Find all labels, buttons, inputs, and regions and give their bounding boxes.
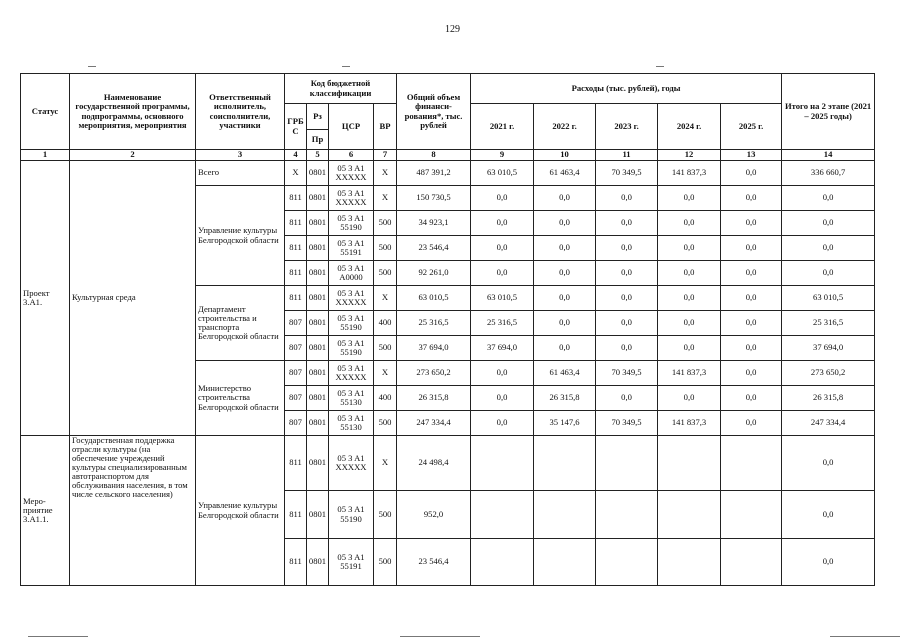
value-cell: 807 — [285, 411, 307, 436]
value-cell: 05 3 A1 55190 — [329, 336, 374, 361]
value-cell: 811 — [285, 186, 307, 211]
value-cell: 0,0 — [596, 211, 658, 236]
value-cell: 0,0 — [721, 286, 782, 311]
value-cell: 500 — [374, 411, 397, 436]
value-cell: 247 334,4 — [782, 411, 875, 436]
value-cell: 500 — [374, 211, 397, 236]
value-cell: 35 147,6 — [534, 411, 596, 436]
value-cell: 0,0 — [782, 236, 875, 261]
value-cell: 0,0 — [721, 236, 782, 261]
value-cell: 0,0 — [721, 186, 782, 211]
value-cell: 0,0 — [596, 261, 658, 286]
value-cell: 63 010,5 — [471, 286, 534, 311]
value-cell: 0801 — [307, 161, 329, 186]
value-cell — [534, 436, 596, 491]
scan-artifact — [342, 66, 350, 67]
value-cell: 811 — [285, 211, 307, 236]
value-cell: Х — [374, 286, 397, 311]
value-cell: 0801 — [307, 286, 329, 311]
value-cell: 0,0 — [596, 336, 658, 361]
value-cell: 0,0 — [596, 311, 658, 336]
value-cell: 0801 — [307, 336, 329, 361]
column-number: 1 — [21, 150, 70, 161]
value-cell: 25 316,5 — [471, 311, 534, 336]
value-cell: 0801 — [307, 491, 329, 539]
value-cell: 0801 — [307, 386, 329, 411]
budget-table — [20, 73, 875, 586]
value-cell: 23 546,4 — [397, 539, 471, 586]
scan-artifact — [88, 66, 96, 67]
value-cell: 0,0 — [534, 286, 596, 311]
header-year: 2025 г. — [721, 104, 782, 150]
value-cell: 0,0 — [534, 336, 596, 361]
header-budget-code: Код бюджетной классификации — [285, 74, 397, 104]
column-number: 10 — [534, 150, 596, 161]
responsible-cell: Всего — [196, 161, 285, 186]
value-cell: 05 3 A1 55190 — [329, 311, 374, 336]
value-cell: Х — [374, 361, 397, 386]
value-cell: 70 349,5 — [596, 361, 658, 386]
value-cell — [658, 491, 721, 539]
value-cell: 26 315,8 — [397, 386, 471, 411]
value-cell — [658, 436, 721, 491]
value-cell: 05 3 A1 55190 — [329, 491, 374, 539]
value-cell: 25 316,5 — [397, 311, 471, 336]
value-cell — [596, 436, 658, 491]
value-cell: 0801 — [307, 261, 329, 286]
value-cell: 0,0 — [782, 211, 875, 236]
value-cell: 0,0 — [471, 386, 534, 411]
header-year: 2024 г. — [658, 104, 721, 150]
value-cell: 811 — [285, 491, 307, 539]
value-cell: 500 — [374, 336, 397, 361]
column-number: 4 — [285, 150, 307, 161]
value-cell: 807 — [285, 361, 307, 386]
name-cell: Государственная поддержка отрасли культуры (на обеспечение учреждений культуры специализированным автотранспортом для обслуживания населения, в том числе сельского населения) — [70, 436, 196, 586]
value-cell — [721, 539, 782, 586]
column-number: 5 — [307, 150, 329, 161]
column-number: 3 — [196, 150, 285, 161]
header-year: 2022 г. — [534, 104, 596, 150]
value-cell — [721, 491, 782, 539]
value-cell: 37 694,0 — [782, 336, 875, 361]
value-cell: 0801 — [307, 436, 329, 491]
value-cell: 63 010,5 — [397, 286, 471, 311]
value-cell: 0,0 — [721, 161, 782, 186]
name-cell: Культурная среда — [70, 161, 196, 436]
value-cell: 05 3 A1 55191 — [329, 539, 374, 586]
table-row — [21, 161, 875, 186]
value-cell — [721, 436, 782, 491]
value-cell: 0,0 — [596, 236, 658, 261]
value-cell: 0,0 — [471, 361, 534, 386]
value-cell: 807 — [285, 311, 307, 336]
value-cell — [534, 539, 596, 586]
value-cell: 0801 — [307, 236, 329, 261]
value-cell: 500 — [374, 261, 397, 286]
table-header — [21, 74, 875, 161]
value-cell: 0,0 — [534, 236, 596, 261]
value-cell: 0,0 — [721, 261, 782, 286]
column-number-row — [21, 150, 875, 161]
value-cell: 0,0 — [471, 261, 534, 286]
scan-artifact — [28, 636, 88, 637]
value-cell: 150 730,5 — [397, 186, 471, 211]
value-cell: 0,0 — [658, 186, 721, 211]
table-body — [21, 161, 875, 586]
header-year: 2023 г. — [596, 104, 658, 150]
header-vr: ВР — [374, 104, 397, 150]
value-cell: 63 010,5 — [471, 161, 534, 186]
value-cell: 0,0 — [721, 311, 782, 336]
value-cell: 0,0 — [658, 311, 721, 336]
value-cell: Х — [374, 436, 397, 491]
value-cell: 400 — [374, 311, 397, 336]
value-cell: 0,0 — [534, 186, 596, 211]
value-cell: 0,0 — [658, 261, 721, 286]
value-cell: 0,0 — [782, 539, 875, 586]
header-name: Наименование государственной программы, подпрограммы, основного мероприятия, мероприятия — [70, 74, 196, 150]
value-cell: 500 — [374, 539, 397, 586]
header-csr: ЦСР — [329, 104, 374, 150]
value-cell: 0,0 — [471, 186, 534, 211]
value-cell — [658, 539, 721, 586]
value-cell: 0,0 — [596, 186, 658, 211]
header-rz: Рз — [307, 104, 329, 130]
header-total-volume: Общий объем финанси-рования*, тыс. рублей — [397, 74, 471, 150]
status-cell: Проект 3.А1. — [21, 161, 70, 436]
value-cell: 0,0 — [658, 211, 721, 236]
header-responsible: Ответственный исполнитель, соисполнители, участники — [196, 74, 285, 150]
value-cell: 05 3 A1 XXXXX — [329, 186, 374, 211]
responsible-cell: Управление культуры Белгородской области — [196, 186, 285, 286]
value-cell: 0801 — [307, 311, 329, 336]
value-cell: 05 3 A1 XXXXX — [329, 161, 374, 186]
value-cell: 811 — [285, 236, 307, 261]
value-cell: 0801 — [307, 211, 329, 236]
value-cell — [471, 436, 534, 491]
scan-artifact — [400, 636, 480, 637]
value-cell: 0,0 — [782, 436, 875, 491]
value-cell: 0,0 — [782, 491, 875, 539]
value-cell — [534, 491, 596, 539]
value-cell: 0,0 — [534, 211, 596, 236]
value-cell: 61 463,4 — [534, 361, 596, 386]
column-number: 13 — [721, 150, 782, 161]
value-cell: 0801 — [307, 411, 329, 436]
scan-artifact — [830, 636, 900, 637]
value-cell: 25 316,5 — [782, 311, 875, 336]
value-cell: 0,0 — [721, 211, 782, 236]
column-number: 6 — [329, 150, 374, 161]
value-cell: 05 3 A1 55130 — [329, 411, 374, 436]
value-cell: 811 — [285, 539, 307, 586]
value-cell: 811 — [285, 261, 307, 286]
value-cell: 0,0 — [658, 286, 721, 311]
value-cell: 0801 — [307, 361, 329, 386]
value-cell: 05 3 A1 55190 — [329, 211, 374, 236]
value-cell: 0,0 — [658, 236, 721, 261]
status-cell: Меро-приятие 3.А1.1. — [21, 436, 70, 586]
value-cell: 0,0 — [471, 411, 534, 436]
value-cell: 0,0 — [534, 311, 596, 336]
value-cell: 0,0 — [596, 386, 658, 411]
value-cell: 0801 — [307, 186, 329, 211]
value-cell: 336 660,7 — [782, 161, 875, 186]
value-cell: 0,0 — [596, 286, 658, 311]
value-cell: 807 — [285, 386, 307, 411]
value-cell: Х — [374, 186, 397, 211]
value-cell: 26 315,8 — [782, 386, 875, 411]
value-cell: 0,0 — [721, 386, 782, 411]
value-cell: 34 923,1 — [397, 211, 471, 236]
header-grbs: ГРБ С — [285, 104, 307, 150]
value-cell: 807 — [285, 336, 307, 361]
value-cell: 61 463,4 — [534, 161, 596, 186]
column-number: 7 — [374, 150, 397, 161]
value-cell: 0,0 — [782, 186, 875, 211]
value-cell: 05 3 A1 XXXXX — [329, 361, 374, 386]
value-cell: 63 010,5 — [782, 286, 875, 311]
value-cell: 141 837,3 — [658, 361, 721, 386]
value-cell — [596, 539, 658, 586]
value-cell: Х — [374, 161, 397, 186]
column-number: 8 — [397, 150, 471, 161]
value-cell: 0801 — [307, 539, 329, 586]
value-cell: Х — [285, 161, 307, 186]
value-cell — [471, 491, 534, 539]
value-cell: 273 650,2 — [397, 361, 471, 386]
value-cell: 70 349,5 — [596, 161, 658, 186]
value-cell: 05 3 A1 XXXXX — [329, 436, 374, 491]
value-cell: 0,0 — [658, 336, 721, 361]
value-cell: 0,0 — [471, 236, 534, 261]
column-number: 12 — [658, 150, 721, 161]
value-cell: 05 3 A1 A0000 — [329, 261, 374, 286]
value-cell: 0,0 — [721, 361, 782, 386]
value-cell — [596, 491, 658, 539]
value-cell: 487 391,2 — [397, 161, 471, 186]
value-cell: 23 546,4 — [397, 236, 471, 261]
header-expenses: Расходы (тыс. рублей), годы — [471, 74, 782, 104]
responsible-cell: Министерство строительства Белгородской области — [196, 361, 285, 436]
page-number: 129 — [445, 24, 460, 35]
value-cell: 92 261,0 — [397, 261, 471, 286]
header-year: 2021 г. — [471, 104, 534, 150]
value-cell: 0,0 — [782, 261, 875, 286]
value-cell: 0,0 — [471, 211, 534, 236]
value-cell: 500 — [374, 236, 397, 261]
value-cell: 05 3 A1 XXXXX — [329, 286, 374, 311]
value-cell: 141 837,3 — [658, 161, 721, 186]
value-cell: 500 — [374, 491, 397, 539]
value-cell: 247 334,4 — [397, 411, 471, 436]
responsible-cell: Департамент строительства и транспорта Белгородской области — [196, 286, 285, 361]
value-cell: 811 — [285, 286, 307, 311]
value-cell: 0,0 — [721, 336, 782, 361]
value-cell: 811 — [285, 436, 307, 491]
value-cell: 24 498,4 — [397, 436, 471, 491]
value-cell: 141 837,3 — [658, 411, 721, 436]
value-cell: 37 694,0 — [397, 336, 471, 361]
column-number: 14 — [782, 150, 875, 161]
responsible-cell: Управление культуры Белгородской области — [196, 436, 285, 586]
column-number: 9 — [471, 150, 534, 161]
value-cell: 05 3 A1 55191 — [329, 236, 374, 261]
column-number: 11 — [596, 150, 658, 161]
value-cell: 70 349,5 — [596, 411, 658, 436]
column-number: 2 — [70, 150, 196, 161]
value-cell: 400 — [374, 386, 397, 411]
value-cell: 26 315,8 — [534, 386, 596, 411]
value-cell: 273 650,2 — [782, 361, 875, 386]
value-cell: 05 3 A1 55130 — [329, 386, 374, 411]
scan-artifact — [656, 66, 664, 67]
value-cell: 952,0 — [397, 491, 471, 539]
value-cell: 0,0 — [534, 261, 596, 286]
header-status: Статус — [21, 74, 70, 150]
value-cell — [471, 539, 534, 586]
value-cell: 0,0 — [658, 386, 721, 411]
value-cell: 0,0 — [721, 411, 782, 436]
header-itogo: Итого на 2 этапе (2021 – 2025 годы) — [782, 74, 875, 150]
header-pr: Пр — [307, 130, 329, 150]
table-row — [21, 436, 875, 491]
value-cell: 37 694,0 — [471, 336, 534, 361]
